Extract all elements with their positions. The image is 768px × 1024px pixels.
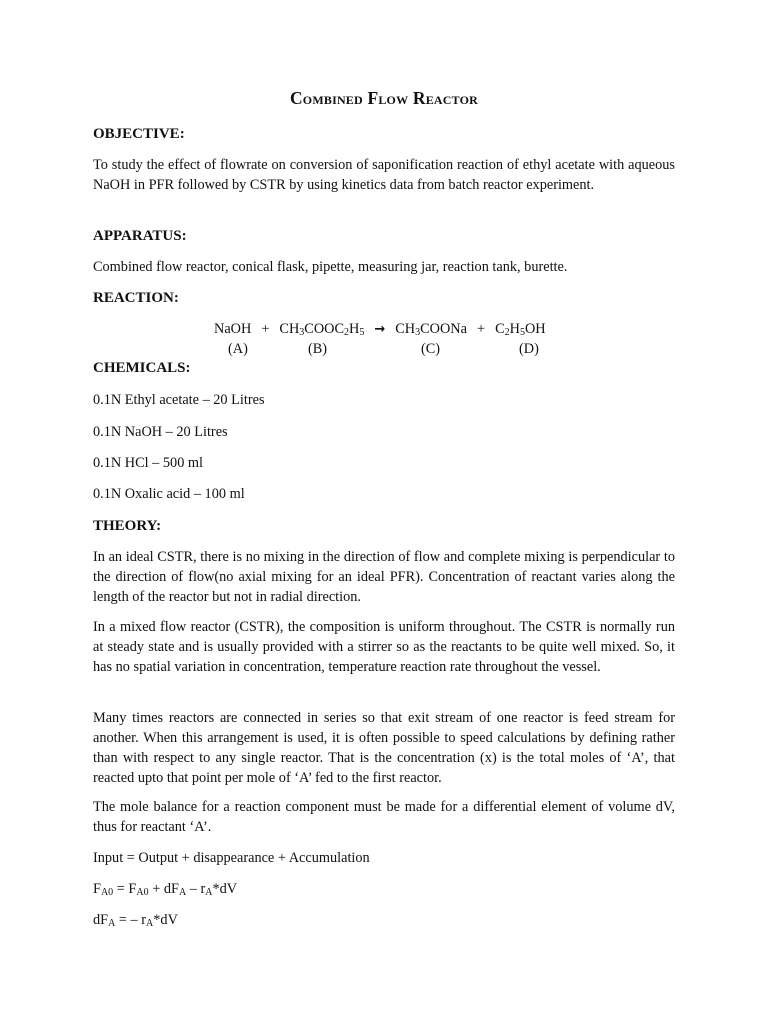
- label-d: (D): [519, 341, 539, 357]
- differential-equation: $dF_A$ = – $r_A*dV$: [93, 912, 178, 929]
- apparatus-text: Combined flow reactor, conical flask, pipette, measuring jar, reaction tank, burette.: [93, 259, 568, 275]
- theory-paragraph: In a mixed flow reactor (CSTR), the composition is uniform throughout. The CSTR is normally run at steady state and is usually provided with a stirrer so as the reactants to be quite well mixed. So, it has no spatial variation in concentration, temperature reaction rate throughout the vessel.: [93, 619, 675, 675]
- product-sodium-acetate: $CH_3COONa$: [395, 321, 467, 338]
- chemical-item: 0.1N Ethyl acetate – 20 Litres: [93, 392, 265, 408]
- page-title: Combined Flow Reactor: [289, 88, 479, 108]
- reactant-ethyl-acetate: $CH_3COOC_2H_5$: [279, 321, 365, 338]
- balance-equation: Input = Output + disappearance + Accumulation: [93, 850, 370, 866]
- theory-paragraph: In an ideal CSTR, there is no mixing in the direction of flow and complete mixing is perpendicular to the direction of flow(no axial mixing for an ideal PFR). Concentration of reactant varies along the length of the reactor but not in radial direction.: [93, 549, 675, 605]
- chemical-item: 0.1N NaOH – 20 Litres: [93, 424, 228, 440]
- reaction-equation: [214, 319, 546, 340]
- label-c: (C): [421, 341, 441, 357]
- reactant-naoh: NaOH: [214, 321, 252, 337]
- label-b: (B): [308, 341, 328, 357]
- chemical-item: 0.1N HCl – 500 ml: [93, 455, 204, 471]
- apparatus-heading: APPARATUS:: [93, 228, 187, 244]
- mole-balance-equation: $F_{A0} = F_{A0} + dF_A - r_A*dV$: [93, 881, 238, 898]
- theory-heading: THEORY:: [93, 518, 162, 534]
- theory-paragraph: Many times reactors are connected in series so that exit stream of one reactor is feed stream for another. When this arrangement is used, it is often possible to speed calculations by defining rather than with respect to any single reactor. That is the concentration (x) is the total moles of ‘A’, that reacted upto that point per mole of ‘A’ fed to the first reactor.: [93, 710, 675, 786]
- plus-sign: +: [261, 321, 270, 337]
- reaction-labels: [0, 339, 768, 359]
- label-a: (A): [228, 341, 248, 357]
- reaction-heading: REACTION:: [93, 290, 179, 306]
- reaction-arrow-icon: →: [374, 322, 386, 337]
- objective-heading: OBJECTIVE:: [93, 126, 185, 142]
- chemicals-heading: CHEMICALS:: [93, 360, 191, 376]
- objective-text: To study the effect of flowrate on conversion of saponification reaction of ethyl acetate with aqueous NaOH in PFR followed by CSTR by using kinetics data from batch reactor experiment.: [93, 157, 675, 193]
- theory-paragraph: The mole balance for a reaction component must be made for a differential element of volume dV, thus for reactant ‘A’.: [93, 799, 675, 835]
- plus-sign: +: [476, 321, 486, 337]
- product-ethanol: $C_2H_5OH$: [495, 321, 546, 338]
- chemical-item: 0.1N Oxalic acid – 100 ml: [93, 486, 245, 502]
